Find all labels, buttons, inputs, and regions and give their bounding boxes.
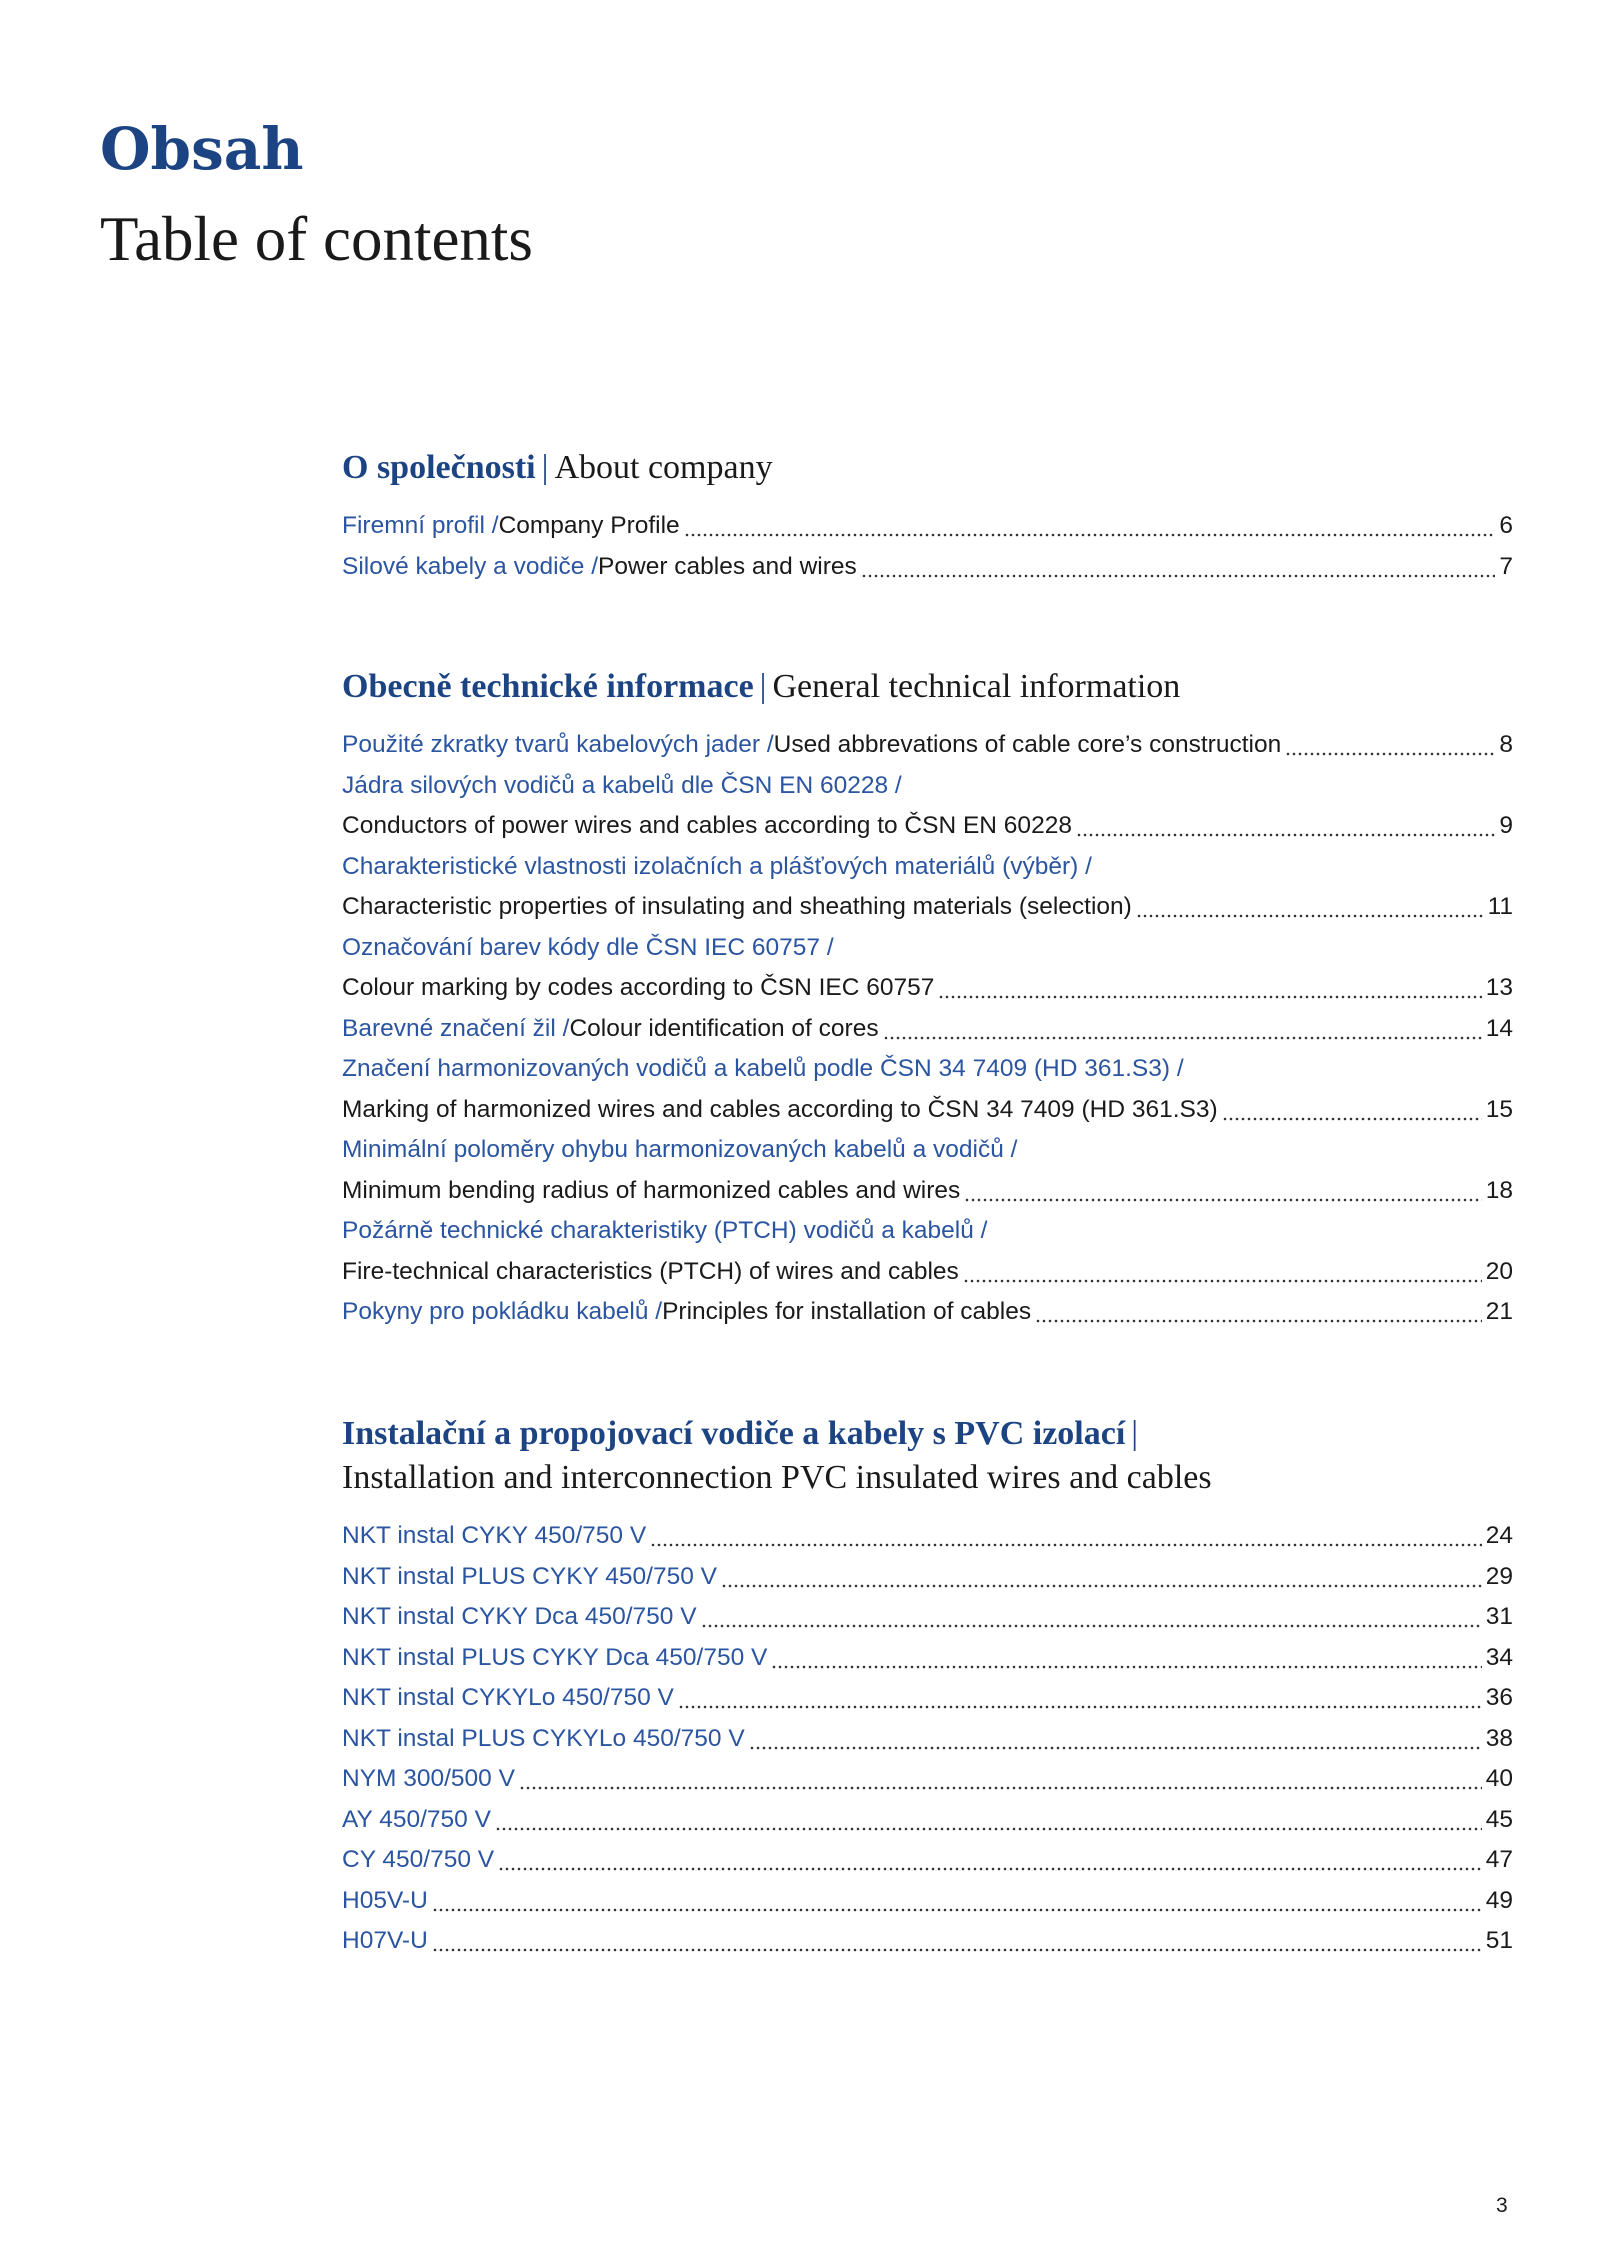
toc-entry-page-number: 36 bbox=[1485, 1684, 1513, 1711]
toc-entry[interactable] bbox=[342, 1292, 1513, 1333]
toc-entry-page-number: 40 bbox=[1485, 1765, 1513, 1792]
dot-leader bbox=[938, 968, 1481, 1009]
dot-leader bbox=[519, 1759, 1482, 1800]
toc-entry-title-en: Principles for installation of cables bbox=[662, 1298, 1032, 1325]
dot-leader bbox=[432, 1881, 1482, 1922]
toc-entry[interactable] bbox=[342, 1800, 1513, 1841]
dot-leader bbox=[432, 1921, 1482, 1962]
section-heading bbox=[342, 446, 1513, 490]
toc-entry-title-cz: NKT instal CYKY Dca 450/750 V bbox=[342, 1603, 697, 1630]
toc-entry-continued bbox=[342, 928, 1513, 969]
section-title-cz: O společnosti bbox=[342, 449, 536, 486]
dot-leader bbox=[883, 1009, 1482, 1050]
toc-entry[interactable] bbox=[342, 1638, 1513, 1679]
toc-entry-title-cz: NKT instal CYKYLo 450/750 V bbox=[342, 1684, 674, 1711]
toc-entry[interactable] bbox=[342, 547, 1513, 588]
section-about-company bbox=[342, 446, 1513, 587]
toc-entry[interactable] bbox=[342, 725, 1513, 766]
toc-entry-title-cz: Požárně technické charakteristiky (PTCH) vodičů a kabelů / bbox=[342, 1217, 988, 1244]
toc-entry-page-number: 47 bbox=[1485, 1846, 1513, 1873]
toc-entry-title-cz: Minimální poloměry ohybu harmonizovaných kabelů a vodičů / bbox=[342, 1136, 1018, 1163]
toc-entry-page-number: 18 bbox=[1485, 1176, 1513, 1204]
toc-entry-title-cz: NKT instal PLUS CYKY 450/750 V bbox=[342, 1562, 717, 1590]
page-number: 3 bbox=[1496, 2194, 1508, 2217]
toc-entry-title-cz: Barevné značení žil / bbox=[342, 1014, 570, 1042]
section-separator: | bbox=[541, 449, 549, 486]
section-title-cz: Instalační a propojovací vodiče a kabely s PVC izolací bbox=[342, 1415, 1126, 1452]
toc-entry[interactable] bbox=[342, 968, 1513, 1009]
toc-entry[interactable] bbox=[342, 1840, 1513, 1881]
toc-entry-page-number: 24 bbox=[1485, 1522, 1513, 1549]
section-entries bbox=[342, 1516, 1513, 1962]
toc-entry-page-number: 34 bbox=[1485, 1643, 1513, 1671]
toc-entry-title-cz: NKT instal PLUS CYKY Dca 450/750 V bbox=[342, 1643, 768, 1671]
toc-entry[interactable] bbox=[342, 1516, 1513, 1557]
section-entries bbox=[342, 506, 1513, 587]
toc-entry-title-cz: Silové kabely a vodiče / bbox=[342, 552, 599, 580]
toc-entry-title-cz: Jádra silových vodičů a kabelů dle ČSN EN 60228 / bbox=[342, 771, 902, 799]
dot-leader bbox=[1222, 1090, 1482, 1131]
dot-leader bbox=[963, 1252, 1482, 1293]
toc-entry-title-en: Fire-technical characteristics (PTCH) of wires and cables bbox=[342, 1257, 959, 1285]
toc-entry-title-cz: CY 450/750 V bbox=[342, 1846, 495, 1873]
section-general-technical-information bbox=[342, 665, 1513, 1333]
toc-entry-title-en: Power cables and wires bbox=[598, 552, 857, 580]
toc-entry-continued bbox=[342, 1211, 1513, 1252]
section-separator: | bbox=[1131, 1415, 1139, 1452]
page-title-en: Table of contents bbox=[100, 204, 533, 274]
section-heading bbox=[342, 1412, 1513, 1500]
dot-leader bbox=[964, 1171, 1481, 1212]
dot-leader bbox=[721, 1557, 1482, 1598]
toc-entry-title-cz: H05V-U bbox=[342, 1886, 428, 1914]
dot-leader bbox=[861, 547, 1495, 588]
toc-entry-title-en: Colour identification of cores bbox=[569, 1014, 879, 1042]
section-title-en: Installation and interconnection PVC insulated wires and cables bbox=[342, 1459, 1212, 1496]
toc-entry-title-cz: Charakteristické vlastnosti izolačních a plášťových materiálů (výběr) / bbox=[342, 852, 1092, 880]
toc-entry[interactable] bbox=[342, 1921, 1513, 1962]
toc-entry-page-number: 11 bbox=[1487, 893, 1513, 920]
toc-entry-page-number: 6 bbox=[1499, 512, 1513, 539]
section-title-en: About company bbox=[554, 449, 773, 486]
toc-entry-title-cz: Značení harmonizovaných vodičů a kabelů podle ČSN 34 7409 (HD 361.S3) / bbox=[342, 1055, 1184, 1082]
toc-entry-title-cz: H07V-U bbox=[342, 1927, 428, 1954]
dot-leader bbox=[498, 1840, 1482, 1881]
section-pvc-insulated-wires bbox=[342, 1412, 1513, 1962]
toc-entry-title-en: Company Profile bbox=[498, 512, 680, 539]
toc-entry-title-cz: NKT instal CYKY 450/750 V bbox=[342, 1522, 647, 1549]
section-title-en: General technical information bbox=[772, 668, 1181, 705]
toc-entry-continued bbox=[342, 766, 1513, 807]
dot-leader bbox=[1035, 1292, 1482, 1333]
dot-leader bbox=[678, 1678, 1482, 1719]
toc-entry[interactable] bbox=[342, 1252, 1513, 1293]
toc-entry-page-number: 14 bbox=[1485, 1014, 1513, 1042]
toc-entry-page-number: 51 bbox=[1485, 1927, 1513, 1954]
toc-entry-continued bbox=[342, 1130, 1513, 1171]
dot-leader bbox=[701, 1597, 1482, 1638]
toc-entry-continued bbox=[342, 847, 1513, 888]
toc-entry-page-number: 29 bbox=[1485, 1562, 1513, 1590]
toc-entry-title-en: Characteristic properties of insulating and sheathing materials (selection) bbox=[342, 893, 1132, 920]
dot-leader bbox=[650, 1516, 1482, 1557]
page-title-cz: Obsah bbox=[100, 115, 304, 183]
toc-entry[interactable] bbox=[342, 1009, 1513, 1050]
section-heading bbox=[342, 665, 1513, 709]
toc-entry-page-number: 15 bbox=[1485, 1095, 1513, 1123]
section-title-cz: Obecně technické informace bbox=[342, 668, 754, 705]
toc-entry-page-number: 20 bbox=[1485, 1257, 1513, 1285]
toc-entry-title-cz: Použité zkratky tvarů kabelových jader / bbox=[342, 731, 774, 758]
toc-entry-page-number: 8 bbox=[1499, 731, 1513, 758]
toc-entry-page-number: 7 bbox=[1499, 552, 1513, 580]
toc-entry-title-cz: NYM 300/500 V bbox=[342, 1765, 515, 1792]
section-entries bbox=[342, 725, 1513, 1333]
toc-entry[interactable] bbox=[342, 887, 1513, 928]
toc-entry-title-en: Used abbrevations of cable core’s construction bbox=[773, 731, 1282, 758]
toc-entry-title-en: Colour marking by codes according to ČSN IEC 60757 bbox=[342, 974, 935, 1001]
toc-entry-title-cz: Pokyny pro pokládku kabelů / bbox=[342, 1298, 663, 1325]
toc-entry-page-number: 49 bbox=[1485, 1886, 1513, 1914]
toc-entry[interactable] bbox=[342, 1719, 1513, 1760]
toc-entry[interactable] bbox=[342, 506, 1513, 547]
dot-leader bbox=[771, 1638, 1481, 1679]
toc-entry[interactable] bbox=[342, 806, 1513, 847]
toc-entry-title-en: Marking of harmonized wires and cables according to ČSN 34 7409 (HD 361.S3) bbox=[342, 1095, 1218, 1123]
dot-leader bbox=[1076, 806, 1495, 847]
dot-leader bbox=[1136, 887, 1484, 928]
toc-entry-title-cz: AY 450/750 V bbox=[342, 1805, 491, 1833]
toc-entry-title-cz: Firemní profil / bbox=[342, 512, 499, 539]
toc-entry[interactable] bbox=[342, 1557, 1513, 1598]
toc-entry-page-number: 13 bbox=[1485, 974, 1513, 1001]
toc-entry[interactable] bbox=[342, 1759, 1513, 1800]
toc-entry[interactable] bbox=[342, 1090, 1513, 1131]
section-separator: | bbox=[759, 668, 767, 705]
toc-entry-continued bbox=[342, 1049, 1513, 1090]
toc-entry[interactable] bbox=[342, 1678, 1513, 1719]
toc-entry-title-en: Minimum bending radius of harmonized cables and wires bbox=[342, 1176, 961, 1204]
dot-leader bbox=[495, 1800, 1482, 1841]
dot-leader bbox=[1285, 725, 1495, 766]
toc-entry-page-number: 45 bbox=[1485, 1805, 1513, 1833]
dot-leader bbox=[684, 506, 1495, 547]
toc-entry-title-en: Conductors of power wires and cables according to ČSN EN 60228 bbox=[342, 812, 1072, 839]
toc-entry-title-cz: Označování barev kódy dle ČSN IEC 60757 / bbox=[342, 933, 834, 961]
dot-leader bbox=[749, 1719, 1482, 1760]
toc-entry-page-number: 9 bbox=[1499, 812, 1513, 839]
toc-entry-title-cz: NKT instal PLUS CYKYLo 450/750 V bbox=[342, 1724, 745, 1752]
toc-entry-page-number: 31 bbox=[1485, 1603, 1513, 1630]
toc-entry[interactable] bbox=[342, 1171, 1513, 1212]
toc-entry[interactable] bbox=[342, 1881, 1513, 1922]
toc-entry-page-number: 38 bbox=[1485, 1724, 1513, 1752]
toc-entry-page-number: 21 bbox=[1485, 1298, 1513, 1325]
toc-entry[interactable] bbox=[342, 1597, 1513, 1638]
